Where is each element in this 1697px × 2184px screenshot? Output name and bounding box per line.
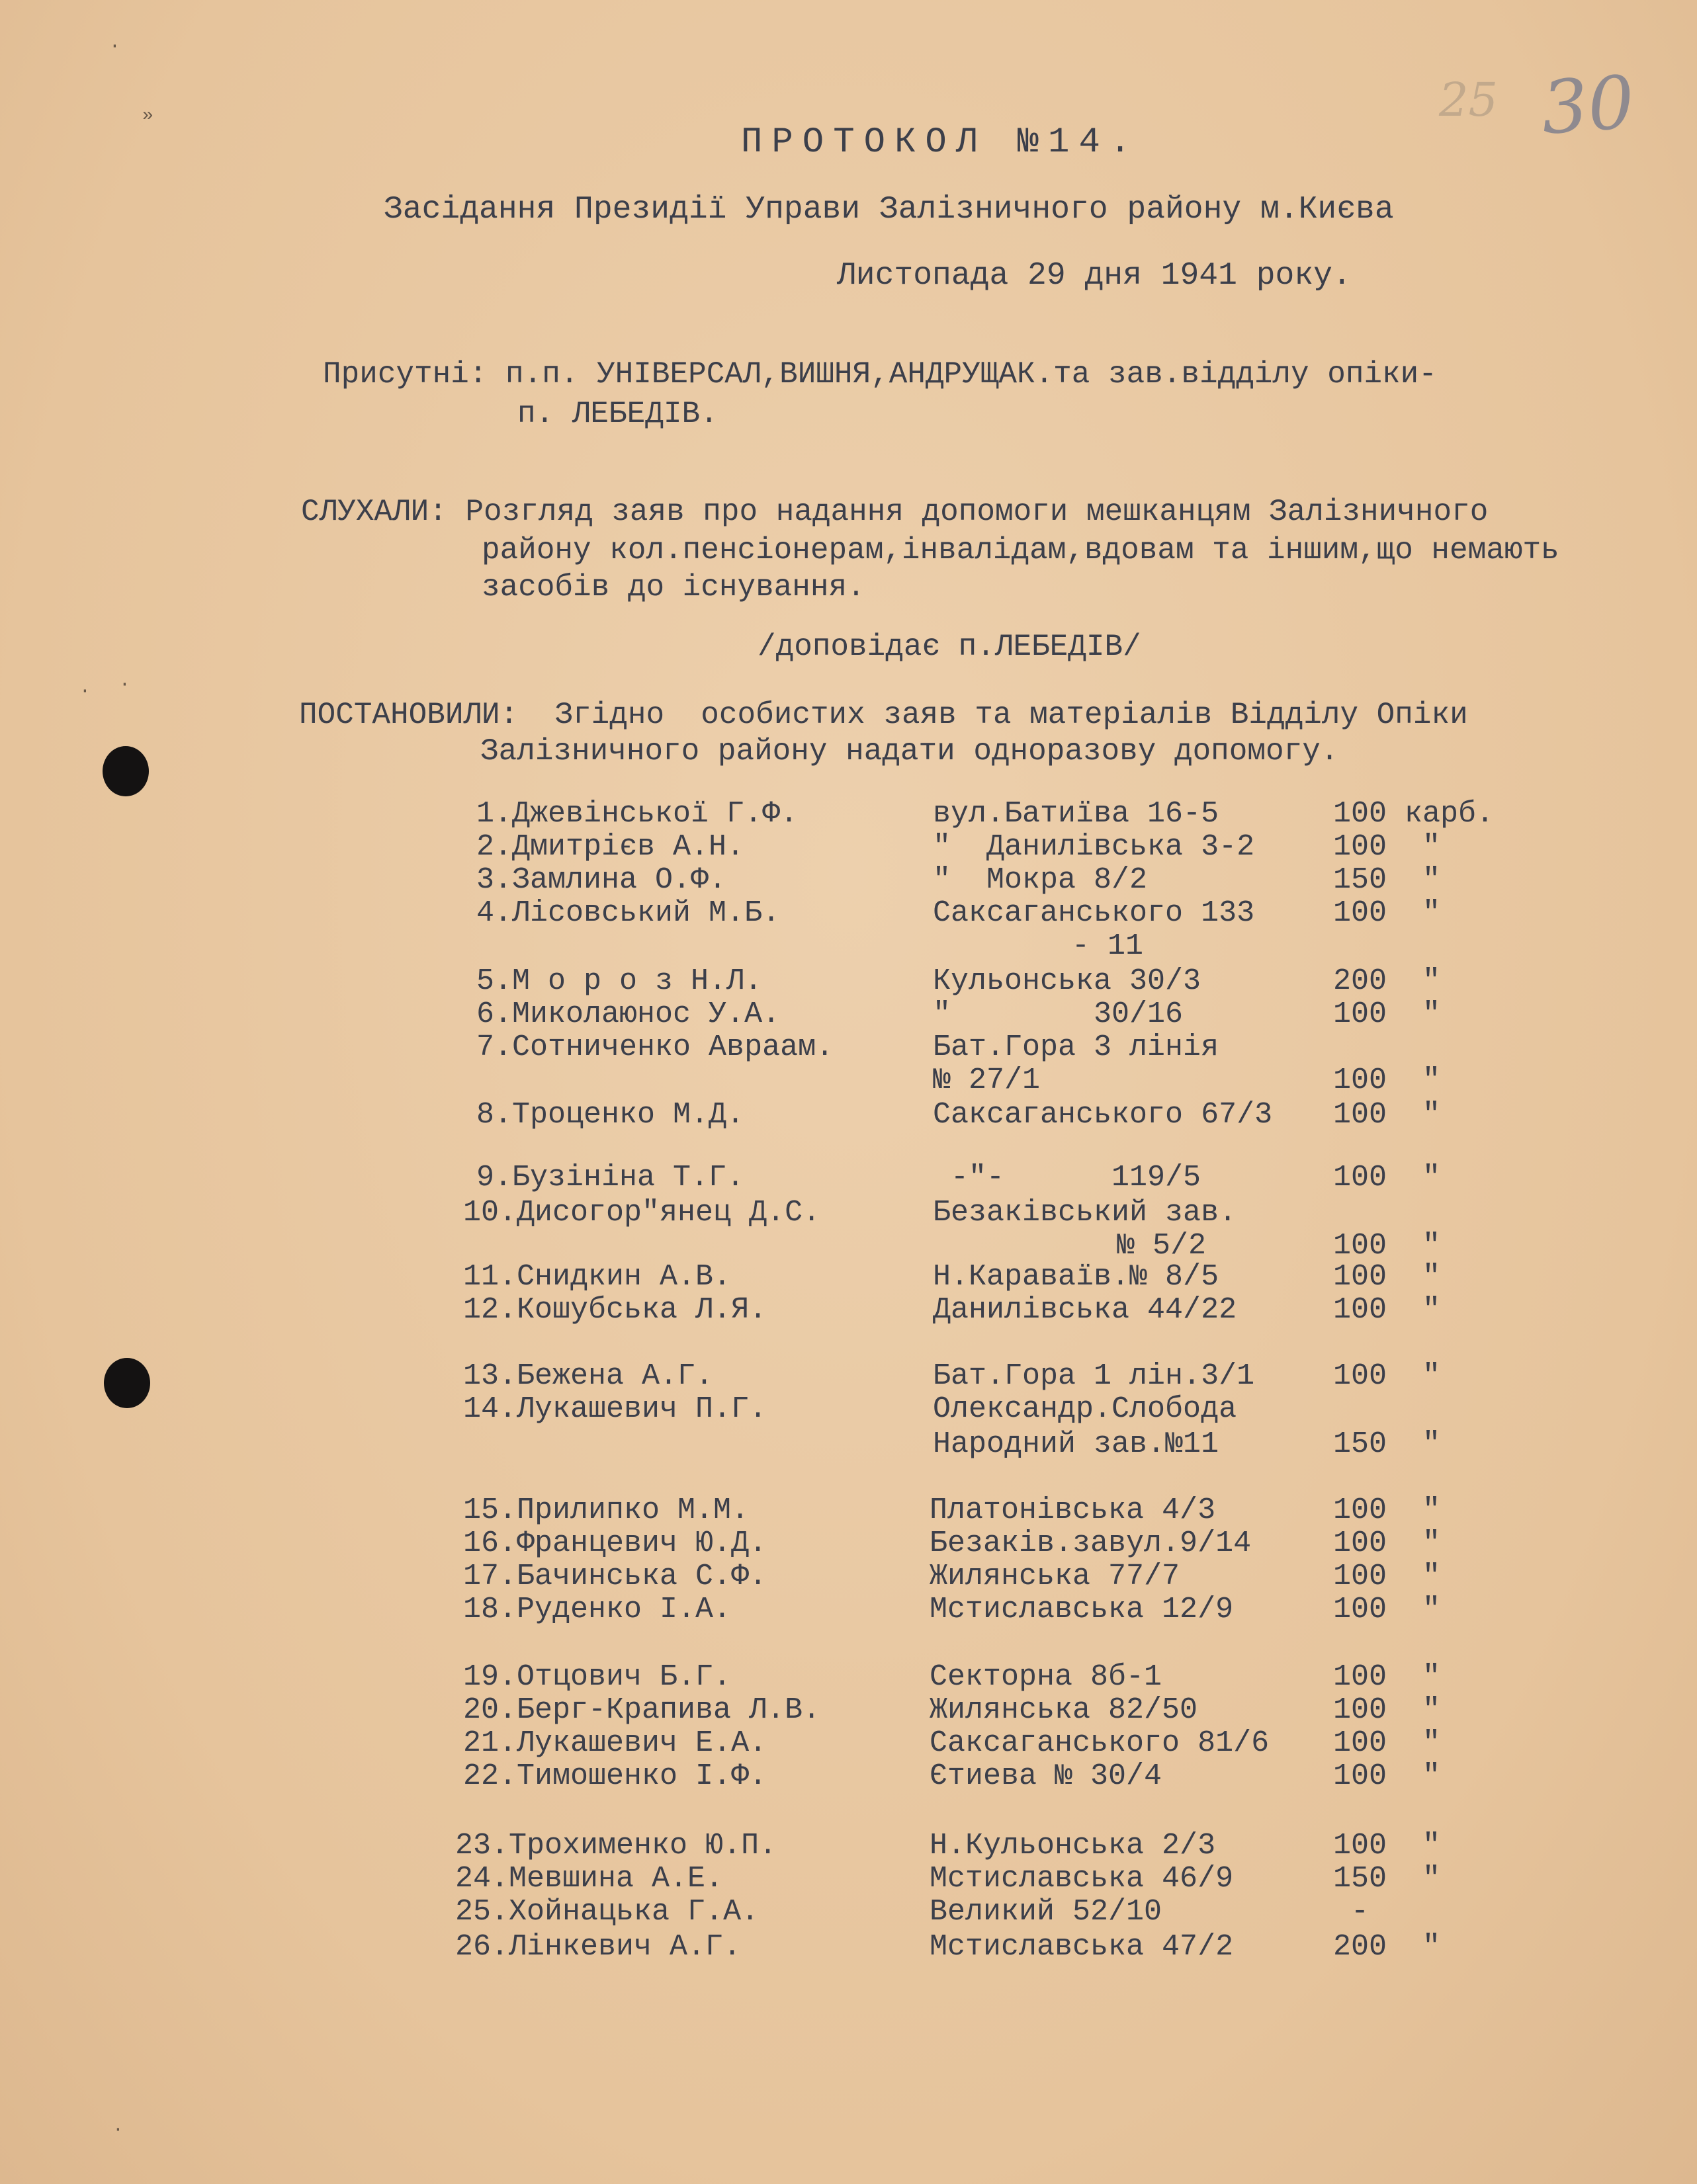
recipient-address: Секторна 8б-1 [930,1660,1162,1694]
recipient-address: Платонівська 4/3 [930,1493,1216,1527]
recipient-amount: 100 " [1333,1098,1441,1132]
recipient-address-cont: - 11 [1072,929,1144,963]
recipient-address: Бат.Гора 3 лінія [933,1030,1219,1064]
folio-number: 30 [1538,60,1637,151]
recipient-address-cont: Народний зав.№11 [933,1427,1219,1461]
recipient-name: 6.Миколаюнос У.А. [476,997,781,1031]
present-line-2: п. ЛЕБЕДІВ. [517,397,718,431]
margin-mark: · [119,675,130,695]
recipient-amount: 100 карб. [1333,797,1495,831]
recipient-name: 25.Хойнацька Г.А. [455,1895,760,1929]
recipient-address: Мстиславська 12/9 [930,1593,1234,1626]
recipient-amount: 200 " [1333,964,1441,998]
recipient-amount: 100 " [1333,1229,1441,1263]
document-title: ПРОТОКОЛ №14. [741,122,1141,163]
resolved-line-1: ПОСТАНОВИЛИ: Згідно особистих заяв та матеріалів Відділу Опіки [299,698,1468,732]
recipient-name: 10.Дисогор"янец Д.С. [463,1196,821,1230]
recipient-amount: 100 " [1333,1161,1441,1195]
recipient-amount: 100 " [1333,1064,1441,1097]
recipient-name: 13.Бежена А.Г. [463,1359,714,1393]
reporter-line: /доповідає п.ЛЕБЕДІВ/ [758,630,1141,664]
margin-mark: · [79,681,91,702]
recipient-address: вул.Батиїва 16-5 [933,797,1219,831]
margin-mark: » [142,106,153,126]
punch-hole-bottom [104,1358,150,1408]
punch-hole-top [103,746,149,796]
meeting-date: Листопада 29 дня 1941 року. [837,258,1352,294]
recipient-amount: 100 " [1333,1593,1441,1626]
recipient-amount: 200 " [1333,1930,1441,1964]
margin-mark: · [112,2120,124,2140]
recipient-amount: 150 " [1333,863,1441,897]
recipient-name: 1.Джевінської Г.Ф. [476,797,799,831]
recipient-name: 12.Кошубська Л.Я. [463,1293,767,1327]
recipient-address: Саксаганського 81/6 [930,1726,1270,1760]
recipient-address: Великий 52/10 [930,1895,1162,1929]
recipient-address: Єтиева № 30/4 [930,1759,1162,1793]
recipient-address: Н.Кульонська 2/3 [930,1829,1216,1863]
recipient-address: Безаківський зав. [933,1196,1237,1230]
recipient-name: 16.Францевич Ю.Д. [463,1527,767,1560]
recipient-address: Безаків.завул.9/14 [930,1527,1252,1560]
recipient-name: 18.Руденко І.А. [463,1593,732,1626]
recipient-amount: 100 " [1333,1359,1441,1393]
recipient-address: -"- 119/5 [933,1161,1201,1195]
recipient-amount: 100 " [1333,1726,1441,1760]
recipient-name: 15.Прилипко М.М. [463,1493,750,1527]
recipient-amount: 100 " [1333,830,1441,864]
recipient-address-cont: № 5/2 [1045,1229,1207,1263]
recipient-amount: 100 " [1333,1693,1441,1727]
recipient-name: 22.Тимошенко І.Ф. [463,1759,767,1793]
recipient-amount: 100 " [1333,896,1441,930]
faint-folio-number: 25 [1439,73,1499,127]
recipient-name: 8.Троценко М.Д. [476,1098,745,1132]
heard-line-1: СЛУХАЛИ: Розгляд заяв про надання допомоги мешканцям Залізничного [301,495,1489,529]
recipient-address: Саксаганського 67/3 [933,1098,1273,1132]
recipient-address: " Данилівська 3-2 [933,830,1255,864]
recipient-name: 23.Трохименко Ю.П. [455,1829,777,1863]
recipient-name: 3.Замлина О.Ф. [476,863,727,897]
recipient-name: 4.Лісовський М.Б. [476,896,781,930]
present-line-1: Присутні: п.п. УНІВЕРСАЛ,ВИШНЯ,АНДРУЩАК.та зав.відділу опіки- [323,357,1437,392]
recipient-name: 26.Лінкевич А.Г. [455,1930,742,1964]
recipient-address: Саксаганського 133 [933,896,1255,930]
recipient-amount: 100 " [1333,1527,1441,1560]
recipient-address: Жилянська 77/7 [930,1560,1180,1593]
recipient-name: 19.Отцович Б.Г. [463,1660,732,1694]
recipient-amount: 100 " [1333,1660,1441,1694]
recipient-address: Кульонська 30/3 [933,964,1201,998]
recipient-amount: 100 " [1333,997,1441,1031]
recipient-address: Данилівська 44/22 [933,1293,1237,1327]
recipient-name: 2.Дмитрієв А.Н. [476,830,745,864]
resolved-line-2: Залізничного району надати одноразову допомогу. [480,734,1339,769]
recipient-address: Мстиславська 47/2 [930,1930,1234,1964]
heard-line-3: засобів до існування. [482,570,865,605]
recipient-address: Н.Караваїв.№ 8/5 [933,1260,1219,1294]
recipient-name: 17.Бачинська С.Ф. [463,1560,767,1593]
recipient-amount: 100 " [1333,1493,1441,1527]
recipient-amount: 100 " [1333,1260,1441,1294]
recipient-amount: 100 " [1333,1829,1441,1863]
recipient-address: Олександр.Слобода [933,1392,1237,1426]
recipient-address: Жилянська 82/50 [930,1693,1198,1727]
recipient-name: 9.Бузініна Т.Г. [476,1161,745,1195]
recipient-amount: 100 " [1333,1759,1441,1793]
recipient-amount: 100 " [1333,1560,1441,1593]
recipient-amount: 150 " [1333,1427,1441,1461]
recipient-amount: - [1333,1895,1370,1929]
recipient-address: Мстиславська 46/9 [930,1862,1234,1896]
recipient-address-cont: № 27/1 [933,1064,1041,1097]
recipient-name: 14.Лукашевич П.Г. [463,1392,767,1426]
heard-line-2: району кол.пенсіонерам,інвалідам,вдовам та іншим,що немають [482,533,1559,567]
recipient-name: 24.Мевшина А.Е. [455,1862,724,1896]
recipient-address: Бат.Гора 1 лін.3/1 [933,1359,1255,1393]
recipient-name: 11.Снидкин А.В. [463,1260,732,1294]
recipient-address: " Мокра 8/2 [933,863,1148,897]
margin-mark: · [109,36,120,57]
recipient-name: 21.Лукашевич Е.А. [463,1726,767,1760]
recipient-address: " 30/16 [933,997,1184,1031]
recipient-name: 20.Берг-Крапива Л.В. [463,1693,821,1727]
recipient-name: 7.Сотниченко Авраам. [476,1030,834,1064]
recipient-amount: 150 " [1333,1862,1441,1896]
meeting-subtitle: Засідання Президії Управи Залізничного району м.Києва [384,192,1394,228]
recipient-amount: 100 " [1333,1293,1441,1327]
recipient-name: 5.М о р о з Н.Л. [476,964,763,998]
